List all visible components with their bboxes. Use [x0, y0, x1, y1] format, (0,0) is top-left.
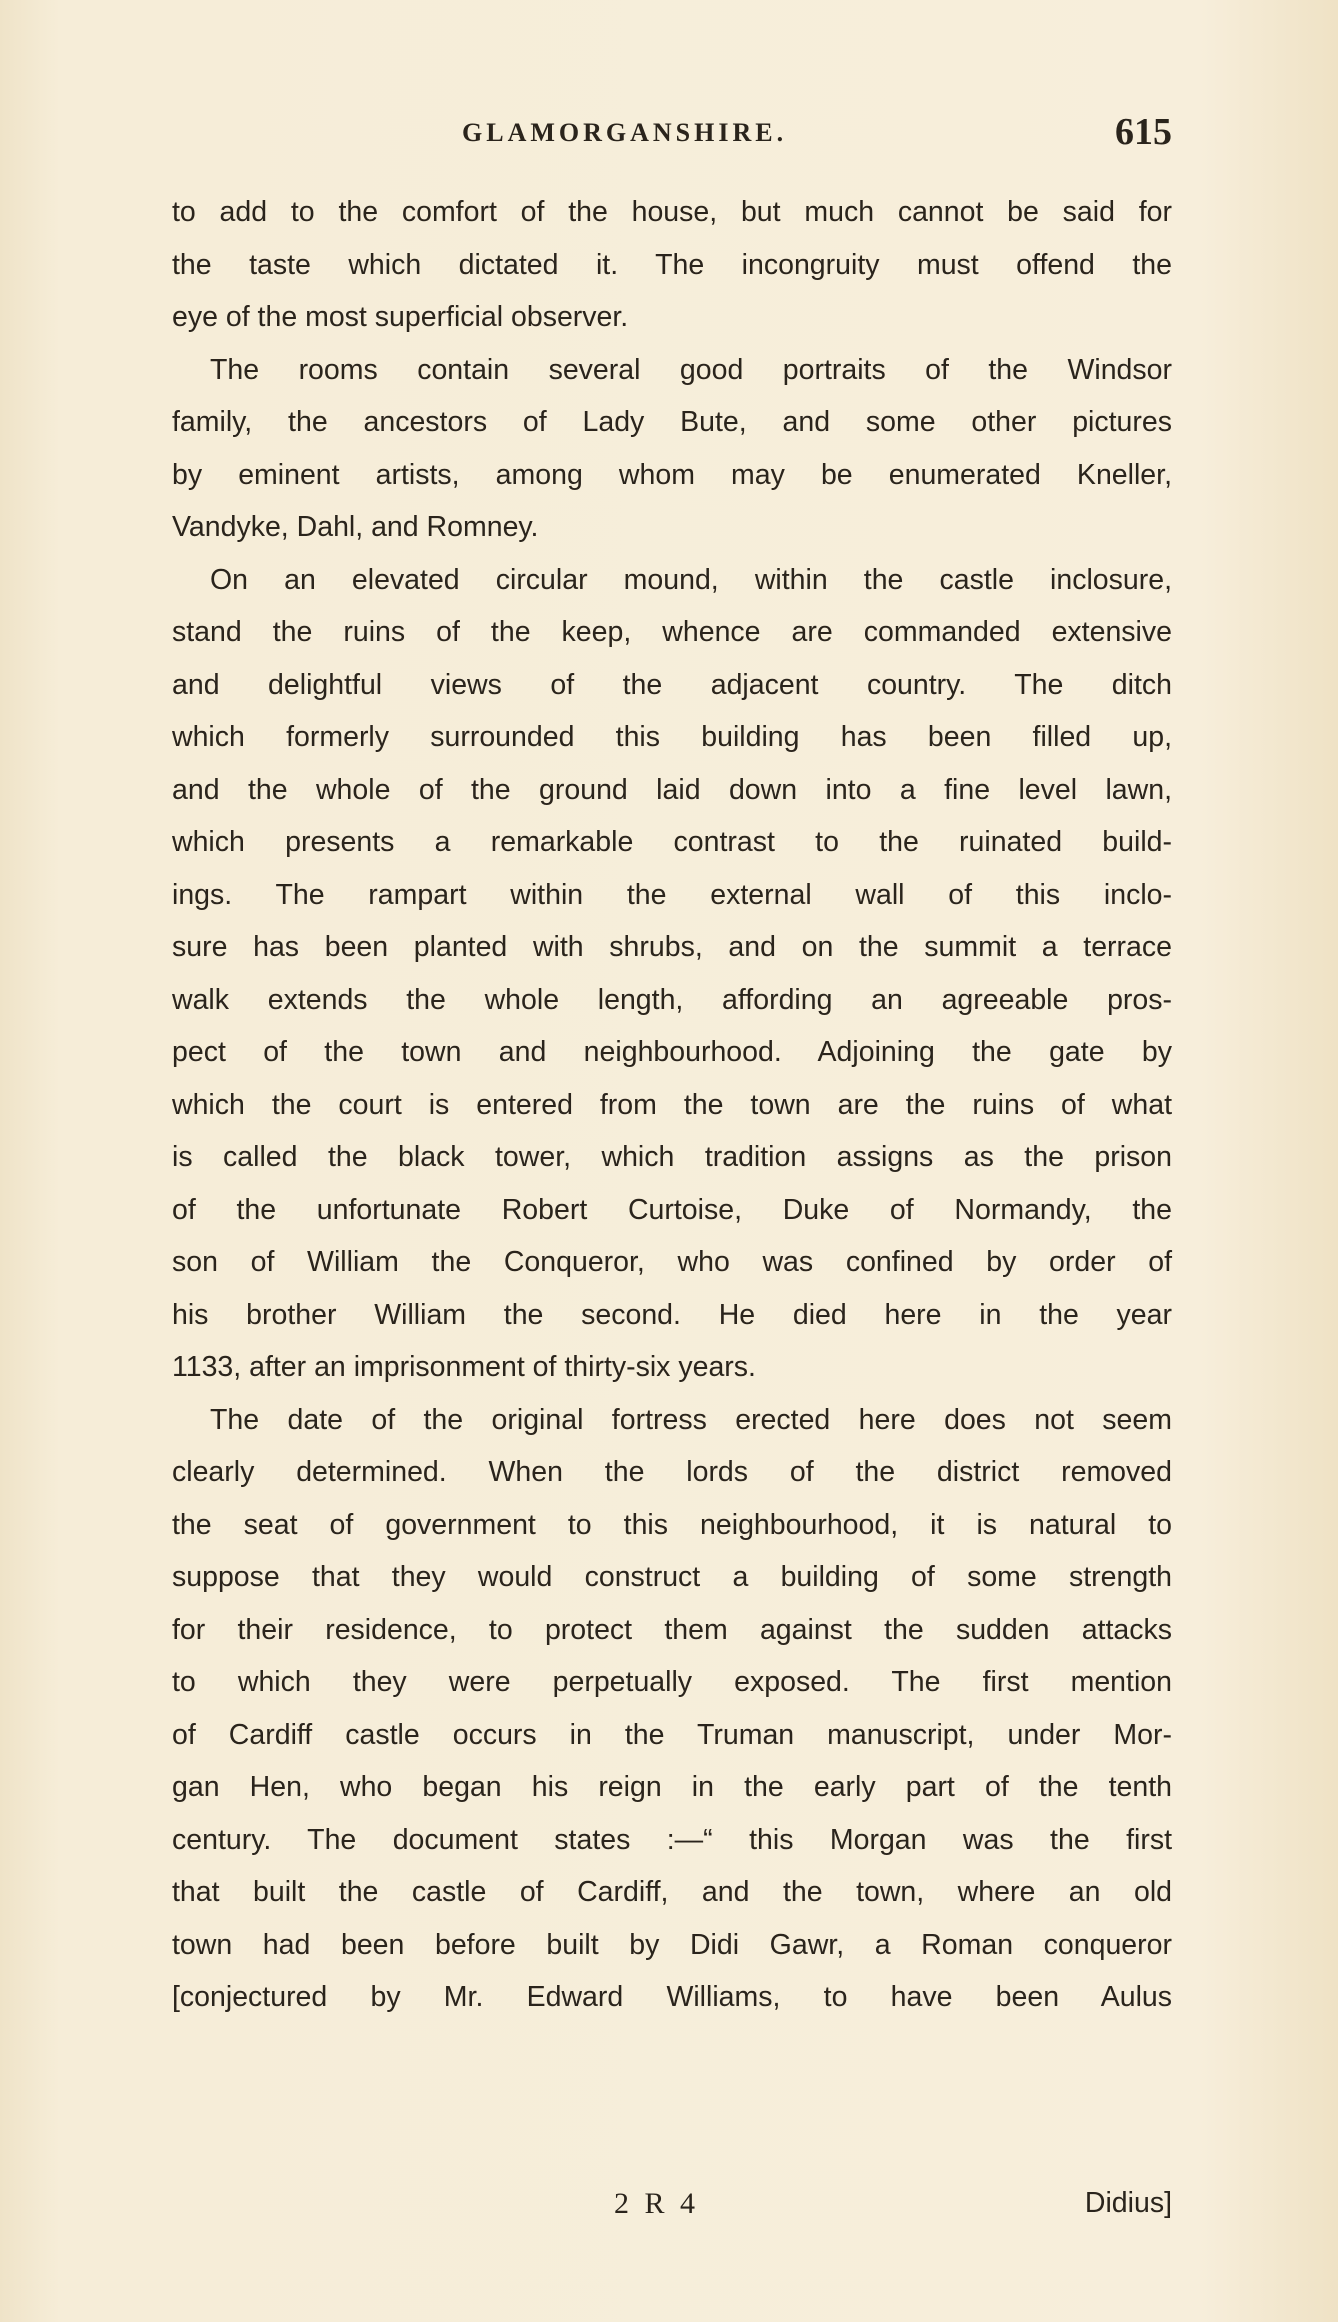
text-line: son of William the Conqueror, who was confined by order of — [172, 1246, 1172, 1278]
text-line: is called the black tower, which tradition assigns as the prison — [172, 1141, 1172, 1173]
text-line: and the whole of the ground laid down into a fine level lawn, — [172, 773, 1172, 806]
text-line: town had been before built by Didi Gawr, a Roman conqueror — [172, 1928, 1172, 1961]
text-line: his brother William the second. He died here in the year — [172, 1298, 1172, 1331]
text-line: sure has been planted with shrubs, and on the summit a terrace — [172, 931, 1172, 963]
page-footer — [172, 2187, 1172, 2239]
paragraph-start-line: On an elevated circular mound, within the castle inclosure, — [210, 563, 1172, 596]
catchword: Didius] — [1084, 2187, 1172, 2219]
paragraph-start-line: The date of the original fortress erected here does not seem — [210, 1403, 1172, 1436]
text-line: [conjectured by Mr. Edward Williams, to have been Aulus — [172, 1981, 1172, 2013]
text-line: pect of the town and neighbourhood. Adjoining the gate by — [172, 1036, 1172, 1068]
text-line: which formerly surrounded this building has been filled up, — [172, 721, 1172, 753]
text-line: of Cardiff castle occurs in the Truman manuscript, under Mor- — [172, 1718, 1172, 1751]
body-text — [172, 186, 1172, 2024]
text-line: ings. The rampart within the external wall of this inclo- — [172, 878, 1172, 911]
signature-mark: 2 R 4 — [614, 2187, 700, 2220]
running-head: GLAMORGANSHIRE. — [462, 118, 788, 147]
text-line: walk extends the whole length, affording an agreeable pros- — [172, 983, 1172, 1016]
text-line: 1133, after an imprisonment of thirty-six years. — [172, 1351, 756, 1383]
text-line: and delightful views of the adjacent country. The ditch — [172, 668, 1172, 701]
text-line: to which they were perpetually exposed. The first mention — [172, 1666, 1172, 1698]
page-number: 615 — [1115, 111, 1172, 153]
text-line: to add to the comfort of the house, but much cannot be said for — [172, 196, 1172, 228]
text-line: eye of the most superficial observer. — [172, 301, 629, 333]
text-line: which presents a remarkable contrast to the ruinated build- — [172, 826, 1172, 858]
text-line: stand the ruins of the keep, whence are commanded extensive — [172, 616, 1172, 648]
page-header — [172, 111, 1172, 158]
text-line: clearly determined. When the lords of the district removed — [172, 1456, 1172, 1488]
text-line: family, the ancestors of Lady Bute, and some other pictures — [172, 406, 1172, 438]
text-line: century. The document states :—“ this Morgan was the first — [172, 1823, 1172, 1856]
text-line: that built the castle of Cardiff, and the town, where an old — [172, 1876, 1172, 1908]
paragraph-start-line: The rooms contain several good portraits of the Windsor — [210, 353, 1172, 386]
text-line: which the court is entered from the town are the ruins of what — [172, 1088, 1172, 1121]
text-line: suppose that they would construct a building of some strength — [172, 1561, 1172, 1593]
text-line: the taste which dictated it. The incongruity must offend the — [172, 248, 1172, 281]
text-line: gan Hen, who began his reign in the early part of the tenth — [172, 1771, 1172, 1803]
text-line: Vandyke, Dahl, and Romney. — [172, 511, 539, 543]
text-line: for their residence, to protect them against the sudden attacks — [172, 1613, 1172, 1646]
text-line: by eminent artists, among whom may be enumerated Kneller, — [172, 458, 1172, 491]
text-line: of the unfortunate Robert Curtoise, Duke of Normandy, the — [172, 1193, 1172, 1226]
text-line: the seat of government to this neighbourhood, it is natural to — [172, 1508, 1172, 1541]
